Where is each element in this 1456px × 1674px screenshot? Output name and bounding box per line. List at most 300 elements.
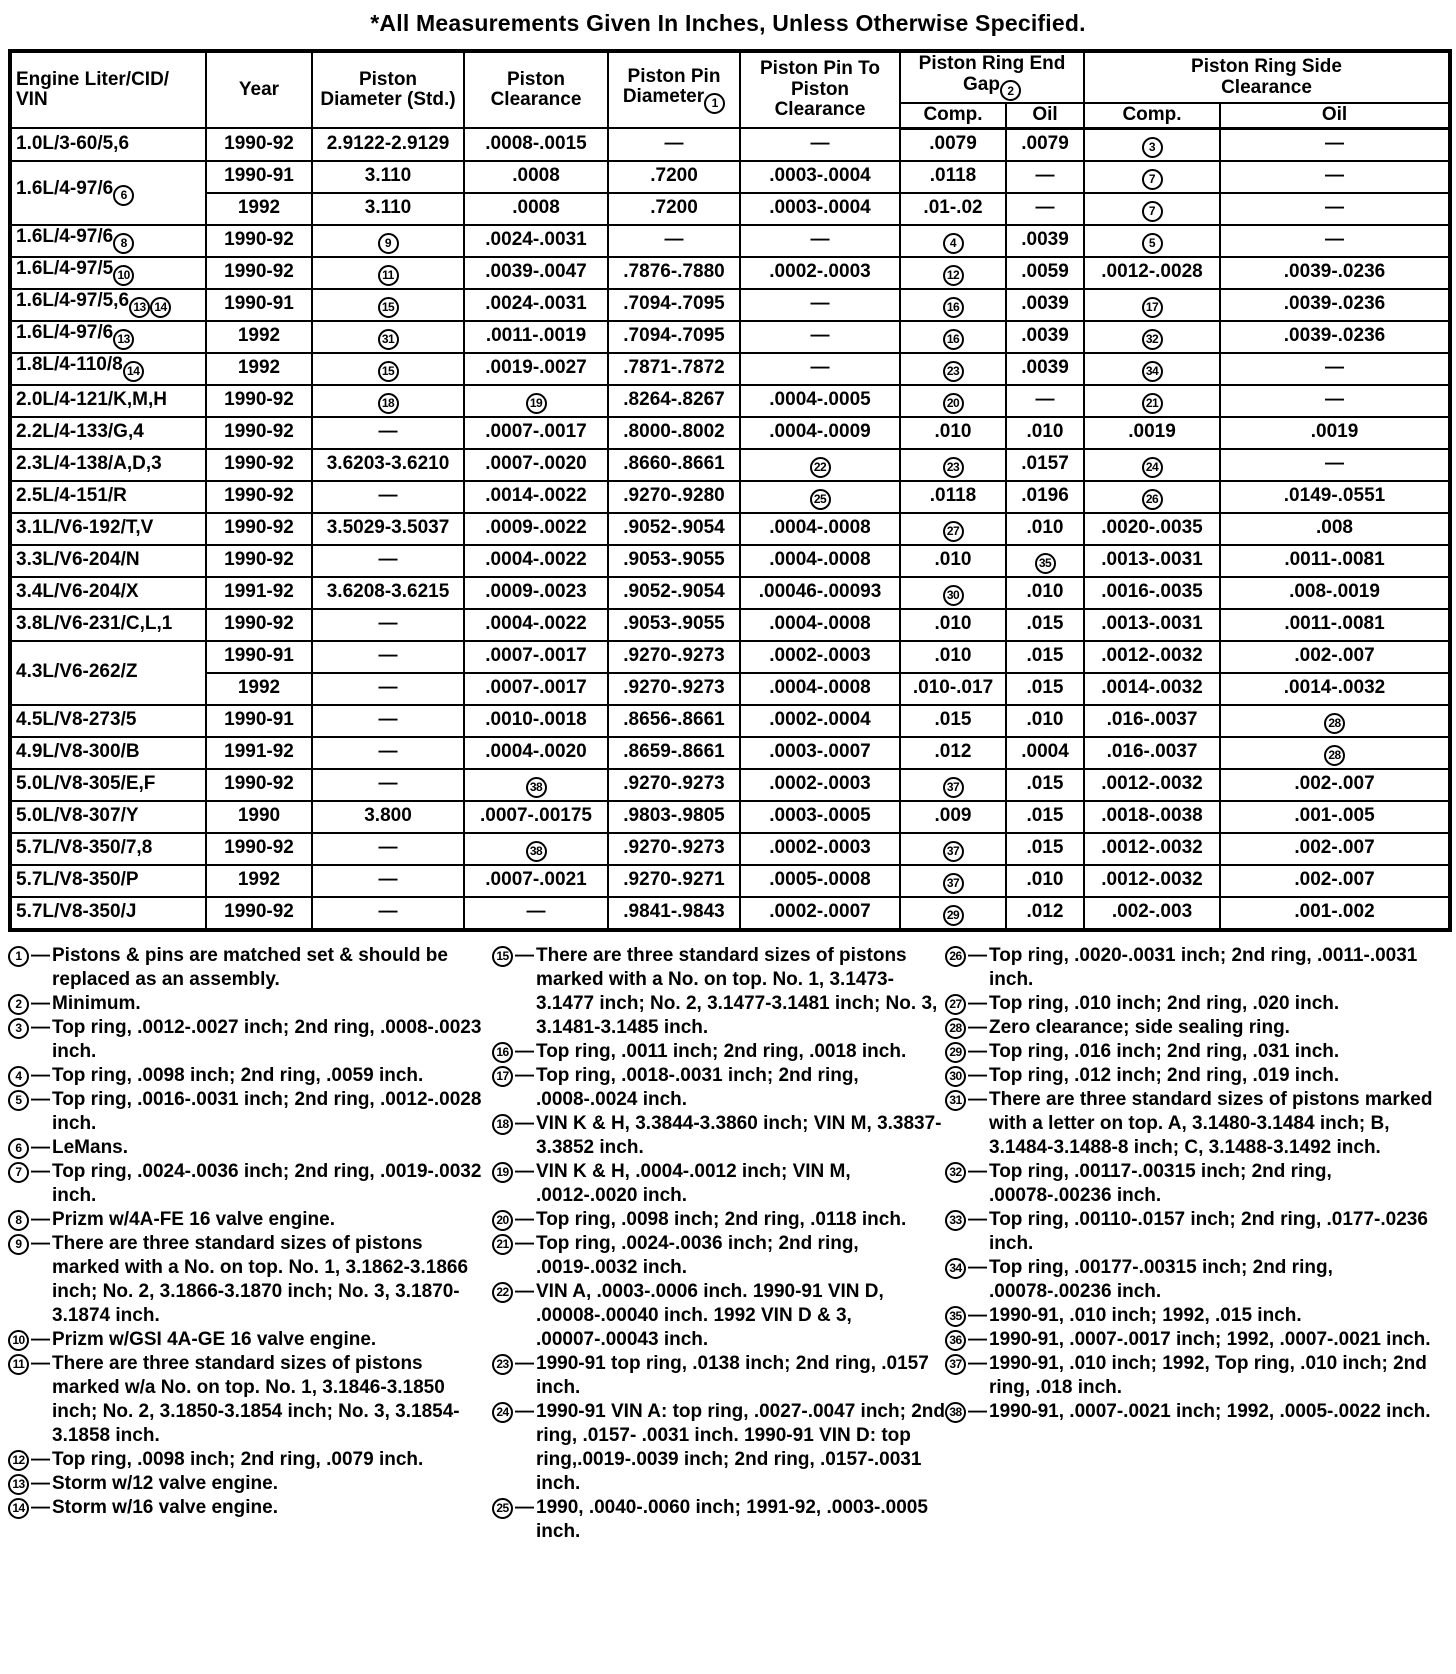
spec-cell: .0012-.0032 xyxy=(1084,641,1220,673)
footnote-dash: — xyxy=(968,1400,987,1422)
spec-cell: — xyxy=(312,545,464,577)
circled-number: 25 xyxy=(492,1498,513,1519)
spec-cell xyxy=(740,481,900,513)
footnote-dash: — xyxy=(31,1208,50,1230)
spec-cell: .0013-.0031 xyxy=(1084,609,1220,641)
circled-number: 30 xyxy=(943,585,964,606)
spec-cell: .0004-.0008 xyxy=(740,545,900,577)
circled-number: 20 xyxy=(492,1210,513,1231)
spec-cell: .7094-.7095 xyxy=(608,289,740,321)
circled-number: 23 xyxy=(943,457,964,478)
footnote-text: Top ring, .016 inch; 2nd ring, .031 inch. xyxy=(989,1040,1340,1062)
spec-cell: .016-.0037 xyxy=(1084,737,1220,769)
footnote-text: LeMans. xyxy=(52,1136,129,1158)
footnote xyxy=(8,1064,492,1088)
table-row xyxy=(10,449,1450,481)
spec-cell xyxy=(1084,193,1220,225)
circled-number: 38 xyxy=(526,777,547,798)
spec-cell: — xyxy=(312,609,464,641)
spec-cell xyxy=(1220,705,1450,737)
circled-number: 3 xyxy=(8,1018,29,1039)
spec-cell: 1990-92 xyxy=(206,545,312,577)
footnote-dash: — xyxy=(515,1496,534,1518)
circled-number: 20 xyxy=(943,393,964,414)
footnote xyxy=(492,1352,945,1400)
spec-cell xyxy=(1084,449,1220,481)
spec-cell: .002-.007 xyxy=(1220,833,1450,865)
table-row xyxy=(10,673,1450,705)
engine-cell: 3.4L/V6-204/X xyxy=(10,577,206,609)
spec-cell xyxy=(900,289,1006,321)
spec-cell xyxy=(1084,225,1220,257)
table-header xyxy=(10,51,1450,128)
footnote-dash: — xyxy=(515,1064,534,1086)
engine-cell: 5.7L/V8-350/J xyxy=(10,897,206,930)
engine-cell: 3.3L/V6-204/N xyxy=(10,545,206,577)
footnote-text: VIN K & H, 3.3844-3.3860 inch; VIN M, 3.3837-3.3852 inch. xyxy=(536,1112,942,1158)
circled-number: 14 xyxy=(8,1498,29,1519)
spec-cell: — xyxy=(312,737,464,769)
footnote-text: There are three standard sizes of pistons marked with a No. on top. No. 1, 3.1862-3.1866 inch; No. 2, 3.1866-3.1870 inch; No. 3, 3.1870-3.1874 inch. xyxy=(52,1232,469,1326)
spec-cell: .0157 xyxy=(1006,449,1084,481)
footnote xyxy=(8,1448,492,1472)
table-row xyxy=(10,641,1450,673)
footnote xyxy=(945,1256,1448,1304)
spec-cell: 1992 xyxy=(206,321,312,353)
footnote-text: Top ring, .00110-.0157 inch; 2nd ring, .0177-.0236 inch. xyxy=(989,1208,1428,1254)
spec-cell xyxy=(900,769,1006,801)
page-title: *All Measurements Given In Inches, Unless Otherwise Specified. xyxy=(370,10,1086,36)
footnote-text: There are three standard sizes of pistons marked w/a No. on top. No. 1, 3.1846-3.1850 inch; No. 2, 3.1850-3.1854 inch; No. 3, 3.1854-3.1858 inch. xyxy=(52,1352,460,1446)
circled-number: 2 xyxy=(8,994,29,1015)
table-row xyxy=(10,801,1450,833)
table-row xyxy=(10,737,1450,769)
spec-cell: .0014-.0032 xyxy=(1220,673,1450,705)
spec-cell: — xyxy=(1220,161,1450,193)
spec-cell: .0004-.0020 xyxy=(464,737,608,769)
circled-number: 21 xyxy=(1142,393,1163,414)
circled-number: 4 xyxy=(943,233,964,254)
engine-cell: 3.8L/V6-231/C,L,1 xyxy=(10,609,206,641)
circled-number: 22 xyxy=(492,1282,513,1303)
footnote-text: Zero clearance; side sealing ring. xyxy=(989,1016,1290,1038)
spec-cell: .0003-.0004 xyxy=(740,193,900,225)
circled-number: 9 xyxy=(378,233,399,254)
spec-cell: .010 xyxy=(1006,417,1084,449)
spec-cell: .0016-.0035 xyxy=(1084,577,1220,609)
spec-cell: .0011-.0019 xyxy=(464,321,608,353)
footnote xyxy=(945,1208,1448,1256)
spec-cell: 1992 xyxy=(206,353,312,385)
spec-cell: .01-.02 xyxy=(900,193,1006,225)
spec-cell: .016-.0037 xyxy=(1084,705,1220,737)
spec-cell xyxy=(1084,353,1220,385)
footnote-dash: — xyxy=(968,1016,987,1038)
spec-cell xyxy=(1220,737,1450,769)
spec-cell: — xyxy=(312,833,464,865)
spec-cell: — xyxy=(312,897,464,930)
spec-cell: — xyxy=(312,417,464,449)
spec-cell: .0003-.0005 xyxy=(740,801,900,833)
footnote xyxy=(492,1040,945,1064)
footnote-text: 1990-91, .0007-.0017 inch; 1992, .0007-.0021 inch. xyxy=(989,1328,1431,1350)
circled-number: 24 xyxy=(1142,457,1163,478)
spec-cell: 1990-92 xyxy=(206,128,312,161)
circled-number: 12 xyxy=(943,265,964,286)
circled-number: 28 xyxy=(945,1018,966,1039)
spec-cell: — xyxy=(312,769,464,801)
circled-number: 35 xyxy=(945,1306,966,1327)
table-row xyxy=(10,385,1450,417)
header-ring-side-clearance-label: Piston Ring Side Clearance xyxy=(1191,55,1342,98)
circled-number: 18 xyxy=(378,393,399,414)
header-year: Year xyxy=(206,51,312,128)
spec-cell: .010 xyxy=(1006,577,1084,609)
engine-cell: 4.5L/V8-273/5 xyxy=(10,705,206,737)
footnote-dash: — xyxy=(968,1208,987,1230)
spec-cell: .010 xyxy=(1006,513,1084,545)
spec-cell: .0012-.0028 xyxy=(1084,257,1220,289)
engine-cell: 5.7L/V8-350/7,8 xyxy=(10,833,206,865)
footnote xyxy=(8,1016,492,1064)
circled-number: 24 xyxy=(492,1402,513,1423)
spec-cell xyxy=(464,769,608,801)
spec-cell xyxy=(1084,289,1220,321)
table-row xyxy=(10,417,1450,449)
spec-cell: 1992 xyxy=(206,193,312,225)
circled-number: 13 xyxy=(113,329,134,350)
spec-cell xyxy=(312,353,464,385)
circled-number: 27 xyxy=(943,521,964,542)
footnote-dash: — xyxy=(31,1016,50,1038)
table-row xyxy=(10,481,1450,513)
footnote-dash: — xyxy=(31,1328,50,1350)
table-row xyxy=(10,353,1450,385)
engine-cell: 1.8L/4-110/8 14 xyxy=(10,353,206,385)
spec-cell: .0019-.0027 xyxy=(464,353,608,385)
circled-number: 38 xyxy=(945,1402,966,1423)
footnote xyxy=(8,1088,492,1136)
footnote xyxy=(945,992,1448,1016)
footnote xyxy=(945,1064,1448,1088)
spec-cell: — xyxy=(312,705,464,737)
spec-cell: .0024-.0031 xyxy=(464,289,608,321)
footnote-text: 1990-91 top ring, .0138 inch; 2nd ring, .0157 inch. xyxy=(536,1352,929,1398)
spec-cell: .0007-.0017 xyxy=(464,417,608,449)
spec-cell: .0024-.0031 xyxy=(464,225,608,257)
footnote-dash: — xyxy=(31,1064,50,1086)
spec-cell: 1992 xyxy=(206,673,312,705)
circled-number: 14 xyxy=(123,361,144,382)
footnote xyxy=(8,944,492,992)
circled-number: 28 xyxy=(1324,713,1345,734)
footnote xyxy=(8,1328,492,1352)
spec-cell xyxy=(1084,128,1220,161)
engine-cell: 1.6L/4-97/5,6 13 14 xyxy=(10,289,206,321)
circled-number: 27 xyxy=(945,994,966,1015)
circled-number: 9 xyxy=(8,1234,29,1255)
footnote-text: Top ring, .0098 inch; 2nd ring, .0118 inch. xyxy=(536,1208,907,1230)
spec-cell: .0013-.0031 xyxy=(1084,545,1220,577)
table-row xyxy=(10,128,1450,161)
footnote-dash: — xyxy=(968,1304,987,1326)
spec-cell: .0003-.0004 xyxy=(740,161,900,193)
spec-cell: .0008 xyxy=(464,193,608,225)
footnote-text: Top ring, .0012-.0027 inch; 2nd ring, .0008-.0023 inch. xyxy=(52,1016,482,1062)
footnote xyxy=(492,1064,945,1112)
circled-number: 11 xyxy=(378,265,399,286)
engine-cell: 4.3L/V6-262/Z xyxy=(10,641,206,705)
footnote xyxy=(492,1160,945,1208)
circled-number: 16 xyxy=(492,1042,513,1063)
circled-number: 30 xyxy=(945,1066,966,1087)
spec-cell: .0039 xyxy=(1006,353,1084,385)
spec-cell: .010 xyxy=(1006,865,1084,897)
spec-cell: .0002-.0003 xyxy=(740,833,900,865)
circled-number: 16 xyxy=(943,297,964,318)
table-row xyxy=(10,865,1450,897)
spec-cell: .9053-.9055 xyxy=(608,545,740,577)
footnote-dash: — xyxy=(515,1112,534,1134)
spec-cell: 3.800 xyxy=(312,801,464,833)
spec-cell: .0004-.0008 xyxy=(740,609,900,641)
spec-cell: 3.6208-3.6215 xyxy=(312,577,464,609)
spec-cell: .9841-.9843 xyxy=(608,897,740,930)
spec-cell xyxy=(900,833,1006,865)
spec-cell: .9270-.9280 xyxy=(608,481,740,513)
spec-cell: — xyxy=(1006,161,1084,193)
spec-cell: .00046-.00093 xyxy=(740,577,900,609)
engine-cell: 5.0L/V8-305/E,F xyxy=(10,769,206,801)
spec-cell: .9270-.9271 xyxy=(608,865,740,897)
spec-cell: .7200 xyxy=(608,161,740,193)
spec-cell: .0002-.0004 xyxy=(740,705,900,737)
spec-cell: 1990-92 xyxy=(206,833,312,865)
spec-cell: .0009-.0023 xyxy=(464,577,608,609)
footnote xyxy=(8,1496,492,1520)
spec-cell: .0019 xyxy=(1084,417,1220,449)
spec-cell: .012 xyxy=(1006,897,1084,930)
circled-number: 28 xyxy=(1324,745,1345,766)
spec-cell: — xyxy=(740,321,900,353)
spec-cell: 1990-92 xyxy=(206,897,312,930)
circled-number: 3 xyxy=(1142,137,1163,158)
footnote-text: 1990, .0040-.0060 inch; 1991-92, .0003-.0005 inch. xyxy=(536,1496,928,1542)
spec-cell: .0196 xyxy=(1006,481,1084,513)
spec-cell xyxy=(312,321,464,353)
spec-cell: .9052-.9054 xyxy=(608,577,740,609)
spec-cell: 3.5029-3.5037 xyxy=(312,513,464,545)
circled-number: 8 xyxy=(8,1210,29,1231)
spec-cell: .015 xyxy=(1006,609,1084,641)
spec-cell: 1992 xyxy=(206,865,312,897)
table-row xyxy=(10,257,1450,289)
footnote-dash: — xyxy=(515,1232,534,1254)
circled-number: 29 xyxy=(945,1042,966,1063)
circled-number: 10 xyxy=(8,1330,29,1351)
circled-number: 31 xyxy=(378,329,399,350)
spec-cell: 1990-92 xyxy=(206,257,312,289)
circled-number: 34 xyxy=(1142,361,1163,382)
footnote xyxy=(8,1160,492,1208)
spec-cell xyxy=(312,385,464,417)
spec-cell: .0014-.0022 xyxy=(464,481,608,513)
spec-cell: 3.110 xyxy=(312,193,464,225)
footnote xyxy=(945,1160,1448,1208)
spec-cell: .012 xyxy=(900,737,1006,769)
spec-cell: — xyxy=(1220,225,1450,257)
piston-spec-table xyxy=(8,49,1452,932)
footnote-dash: — xyxy=(968,1088,987,1110)
circled-number: 37 xyxy=(943,873,964,894)
circled-number: 37 xyxy=(945,1354,966,1375)
footnote-text: VIN K & H, .0004-.0012 inch; VIN M, .0012-.0020 inch. xyxy=(536,1160,851,1206)
spec-cell: .8000-.8002 xyxy=(608,417,740,449)
engine-cell: 3.1L/V6-192/T,V xyxy=(10,513,206,545)
spec-cell: .002-.007 xyxy=(1220,865,1450,897)
spec-cell: .015 xyxy=(1006,801,1084,833)
circled-number: 37 xyxy=(943,777,964,798)
spec-cell: .0118 xyxy=(900,161,1006,193)
footnote-dash: — xyxy=(968,1352,987,1374)
spec-cell: .9053-.9055 xyxy=(608,609,740,641)
footnote xyxy=(492,1112,945,1160)
header-engine: Engine Liter/CID/ VIN xyxy=(10,51,206,128)
header-piston-clearance: Piston Clearance xyxy=(464,51,608,128)
circled-number: 32 xyxy=(1142,329,1163,350)
table-row xyxy=(10,705,1450,737)
spec-cell xyxy=(900,865,1006,897)
footnote-text: Top ring, .0024-.0036 inch; 2nd ring, .0019-.0032 inch. xyxy=(536,1232,859,1278)
spec-cell: .015 xyxy=(1006,769,1084,801)
spec-cell: .0012-.0032 xyxy=(1084,865,1220,897)
spec-cell: .0011-.0081 xyxy=(1220,545,1450,577)
footnote-dash: — xyxy=(968,1064,987,1086)
spec-cell xyxy=(312,225,464,257)
spec-cell: .010 xyxy=(900,609,1006,641)
spec-cell: .0007-.0017 xyxy=(464,641,608,673)
spec-cell: .0010-.0018 xyxy=(464,705,608,737)
spec-cell: .0002-.0003 xyxy=(740,769,900,801)
circled-number: 31 xyxy=(945,1090,966,1111)
engine-cell: 2.0L/4-121/K,M,H xyxy=(10,385,206,417)
table-row xyxy=(10,289,1450,321)
table-row xyxy=(10,513,1450,545)
spec-cell: .001-.002 xyxy=(1220,897,1450,930)
spec-cell: .9270-.9273 xyxy=(608,769,740,801)
spec-cell: 1990-92 xyxy=(206,609,312,641)
footnote xyxy=(8,1136,492,1160)
footnote xyxy=(492,1208,945,1232)
spec-cell: .0008 xyxy=(464,161,608,193)
spec-cell xyxy=(312,289,464,321)
footnote-text: 1990-91, .010 inch; 1992, Top ring, .010 inch; 2nd ring, .018 inch. xyxy=(989,1352,1427,1398)
header-pin-to-piston-clearance: Piston Pin To Piston Clearance xyxy=(740,51,900,128)
footnote xyxy=(945,1304,1448,1328)
spec-cell: 1990-92 xyxy=(206,225,312,257)
circled-number: 12 xyxy=(8,1450,29,1471)
table-row xyxy=(10,897,1450,930)
spec-cell: 3.6203-3.6210 xyxy=(312,449,464,481)
spec-cell: .008 xyxy=(1220,513,1450,545)
circled-number: 26 xyxy=(945,946,966,967)
footnotes xyxy=(0,932,1456,1544)
table-body xyxy=(10,128,1450,930)
engine-cell: 1.0L/3-60/5,6 xyxy=(10,128,206,161)
spec-cell: .0004-.0022 xyxy=(464,609,608,641)
spec-cell: 1990-92 xyxy=(206,449,312,481)
footnote-text: Top ring, .010 inch; 2nd ring, .020 inch. xyxy=(989,992,1340,1014)
spec-cell: — xyxy=(740,289,900,321)
spec-cell: .001-.005 xyxy=(1220,801,1450,833)
spec-cell: .0039-.0236 xyxy=(1220,289,1450,321)
circled-number: 26 xyxy=(1142,489,1163,510)
spec-cell: 1990-92 xyxy=(206,385,312,417)
footnote-text: There are three standard sizes of pistons marked with a No. on top. No. 1, 3.1473-3.1477 inch; No. 2, 3.1477-3.1481 inch; No. 3, 3.1481-3.1485 inch. xyxy=(536,944,938,1038)
spec-cell: .8264-.8267 xyxy=(608,385,740,417)
spec-cell: .9803-.9805 xyxy=(608,801,740,833)
circled-number: 15 xyxy=(378,297,399,318)
circled-number: 33 xyxy=(945,1210,966,1231)
spec-cell: .0007-.0021 xyxy=(464,865,608,897)
spec-cell: — xyxy=(1220,128,1450,161)
footnote xyxy=(492,944,945,1040)
footnote-dash: — xyxy=(968,1328,987,1350)
footnote-dash: — xyxy=(31,1088,50,1110)
spec-cell: .0004-.0008 xyxy=(740,513,900,545)
footnote-dash: — xyxy=(968,1256,987,1278)
spec-cell: — xyxy=(1220,193,1450,225)
footnote xyxy=(945,1400,1448,1424)
spec-cell xyxy=(900,513,1006,545)
spec-cell: 1990-91 xyxy=(206,705,312,737)
spec-cell xyxy=(1084,481,1220,513)
spec-cell: .010-.017 xyxy=(900,673,1006,705)
spec-cell: .0019 xyxy=(1220,417,1450,449)
footnote-text: Prizm w/GSI 4A-GE 16 valve engine. xyxy=(52,1328,377,1350)
footnote-text: Pistons & pins are matched set & should be replaced as an assembly. xyxy=(52,944,448,990)
table-row xyxy=(10,609,1450,641)
footnote-dash: — xyxy=(515,1280,534,1302)
spec-cell: .0020-.0035 xyxy=(1084,513,1220,545)
circled-number: 19 xyxy=(492,1162,513,1183)
table-row xyxy=(10,577,1450,609)
footnote xyxy=(8,1208,492,1232)
engine-cell: 5.0L/V8-307/Y xyxy=(10,801,206,833)
spec-cell: .0079 xyxy=(1006,128,1084,161)
footnote-text: Minimum. xyxy=(52,992,141,1014)
circled-number: 34 xyxy=(945,1258,966,1279)
spec-cell: .010 xyxy=(900,641,1006,673)
spec-cell: .015 xyxy=(1006,641,1084,673)
spec-cell: .8660-.8661 xyxy=(608,449,740,481)
circled-number: 6 xyxy=(8,1138,29,1159)
footnote xyxy=(492,1496,945,1544)
spec-cell xyxy=(1084,321,1220,353)
footnote xyxy=(492,1400,945,1496)
header-end-gap-oil: Oil xyxy=(1006,103,1084,128)
engine-cell: 2.5L/4-151/R xyxy=(10,481,206,513)
spec-cell: — xyxy=(608,225,740,257)
circled-number: 5 xyxy=(1142,233,1163,254)
spec-cell xyxy=(900,257,1006,289)
footnote-dash: — xyxy=(515,1160,534,1182)
spec-cell: — xyxy=(1220,449,1450,481)
spec-cell: .0039 xyxy=(1006,289,1084,321)
circled-number: 21 xyxy=(492,1234,513,1255)
footnote-dash: — xyxy=(515,1040,534,1062)
spec-cell: .8659-.8661 xyxy=(608,737,740,769)
